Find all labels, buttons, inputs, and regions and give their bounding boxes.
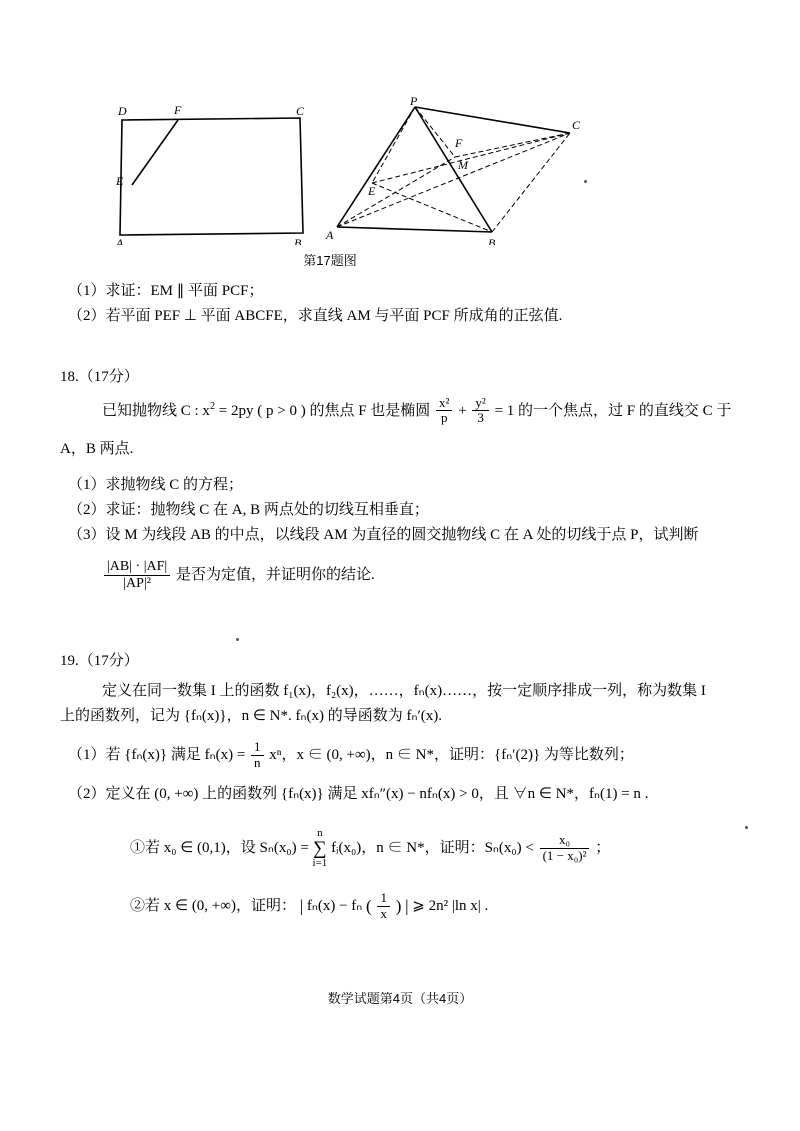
q18-stem-a: 已知抛物线 C : x <box>102 402 210 419</box>
svg-text:F: F <box>455 136 463 150</box>
abs-bar-open: | <box>299 896 304 916</box>
svg-text:C: C <box>296 104 305 118</box>
q19-part2: （2）定义在 (0, +∞) 上的函数列 {fₙ(x)} 满足 xfₙ″(x) − nfₙ(x) > 0，且 ∀n ∈ N*，fₙ(1) = n . <box>68 785 649 802</box>
figure-caption: 第17题图 <box>303 253 357 268</box>
q19-sub1-a: ①若 x₀ ∈ (0,1)，设 Sₙ(x₀) = <box>130 840 309 857</box>
q18-stem-exp: 2 <box>209 400 216 412</box>
q19-part1-frac-num: 1 <box>251 740 264 756</box>
svg-text:A: A <box>116 236 124 245</box>
q18-stem <box>102 396 750 427</box>
figure-group <box>110 95 690 245</box>
q19-sub2-b: ⩾ 2n² |ln x| . <box>412 898 489 915</box>
paren-open: ( <box>366 896 372 916</box>
svg-text:C: C <box>572 118 581 132</box>
q18-frac-2 <box>472 396 488 427</box>
q18-part3-fraction <box>104 559 170 592</box>
q19-sub2-frac-den: x <box>380 906 387 922</box>
q18-part3-frac-num: |AB| · |AF| <box>104 559 170 576</box>
geometry-figures-svg <box>110 95 690 245</box>
q19-sub1 <box>130 828 750 869</box>
q19-part1-frac-den: n <box>254 755 261 770</box>
q18-frac1-den: p <box>441 410 448 426</box>
q19-sub2-a: ②若 x ∈ (0, +∞)，证明： <box>130 898 296 915</box>
svg-text:A: A <box>326 228 334 242</box>
sum-lower-limit: i=1 <box>312 857 328 870</box>
q18-stem-c: = 1 的一个焦点，过 F 的直线交 C 于 <box>494 402 732 419</box>
q19-part1-b: xⁿ，x ∈ (0, +∞)，n ∈ N*，证明：{fₙ′(2)} 为等比数列； <box>269 746 634 763</box>
q19-sub2-inner-fraction <box>377 891 390 922</box>
q18-part1: （1）求抛物线 C 的方程； <box>68 476 244 493</box>
svg-text:M: M <box>458 158 468 172</box>
q19-sub1-frac-den: (1 − x₀)² <box>542 848 587 864</box>
q19-sub1-fraction <box>540 833 590 864</box>
q19-sub1-frac-num: x₀ <box>540 833 590 849</box>
q19-part1-fraction <box>251 740 264 771</box>
svg-text:B: B <box>294 236 302 245</box>
q19-heading: 19.（17分） <box>60 652 139 669</box>
q18-frac2-num: y² <box>472 396 488 412</box>
svg-text:P: P <box>410 95 418 108</box>
scan-speck <box>745 826 748 829</box>
q18-heading: 18.（17分） <box>60 368 139 385</box>
scan-speck <box>236 638 239 641</box>
svg-text:D: D <box>118 104 127 118</box>
document-content <box>60 280 750 924</box>
page-footer: 数学试题第4页（共4页） <box>327 991 473 1006</box>
q18-stem-b: = 2py ( p > 0 ) 的焦点 F 也是椭圆 <box>215 402 431 419</box>
q18-part3: （3）设 M 为线段 AB 的中点，以线段 AM 为直径的圆交抛物线 C 在 A 处的切线于点 P，试判断 <box>68 527 699 544</box>
q18-frac-1 <box>436 396 452 427</box>
q19-sub2 <box>130 891 750 922</box>
q17-part2: （2）若平面 PEF ⊥ 平面 ABCFE，求直线 AM 与平面 PCF 所成角的正弦值. <box>68 308 563 325</box>
q18-part3-frac-den: |AP|² <box>123 576 151 592</box>
q18-frac2-den: 3 <box>477 410 484 426</box>
sum-upper-limit: n <box>317 827 323 840</box>
q17-part1: （1）求证：EM ∥ 平面 PCF； <box>68 283 264 299</box>
q19-part1-a: （1）若 {fₙ(x)} 满足 fₙ(x) = <box>68 746 246 763</box>
q19-part1 <box>68 740 750 771</box>
q19-stem-line1: 定义在同一数集 I 上的函数 f₁(x)，f₂(x)，……，fₙ(x)……，按一定顺序排成一列，称为数集 I <box>102 682 706 699</box>
svg-text:B: B <box>488 236 496 245</box>
q18-part3-tail: 是否为定值，并证明你的结论. <box>175 567 375 584</box>
sum-sigma-glyph: ∑ <box>313 838 327 860</box>
q18-part3-continued <box>102 559 750 592</box>
q18-stem-d: A，B 两点. <box>60 441 134 458</box>
scan-speck <box>584 180 587 183</box>
q18-part2: （2）求证：抛物线 C 在 A, B 两点处的切线互相垂直； <box>68 501 429 518</box>
q19-sub2-inner-a: fₙ(x) − fₙ <box>306 898 363 915</box>
summation-symbol <box>313 828 328 869</box>
paren-close: ) <box>395 896 402 916</box>
q18-frac1-num: x² <box>436 396 452 412</box>
q19-sub2-frac-num: 1 <box>377 891 390 907</box>
q19-stem-line2: 上的函数列，记为 {fₙ(x)}，n ∈ N*. fₙ(x) 的导函数为 fₙ′(x). <box>60 707 442 724</box>
svg-text:E: E <box>116 174 124 188</box>
svg-text:F: F <box>174 103 182 117</box>
q19-sub1-tail: ； <box>595 840 611 857</box>
abs-bar-close: | <box>405 896 409 916</box>
q19-sub1-b: fᵢ(x₀)，n ∈ N*，证明：Sₙ(x₀) < <box>331 840 534 857</box>
svg-text:E: E <box>368 184 376 198</box>
q18-plus: + <box>458 402 467 419</box>
